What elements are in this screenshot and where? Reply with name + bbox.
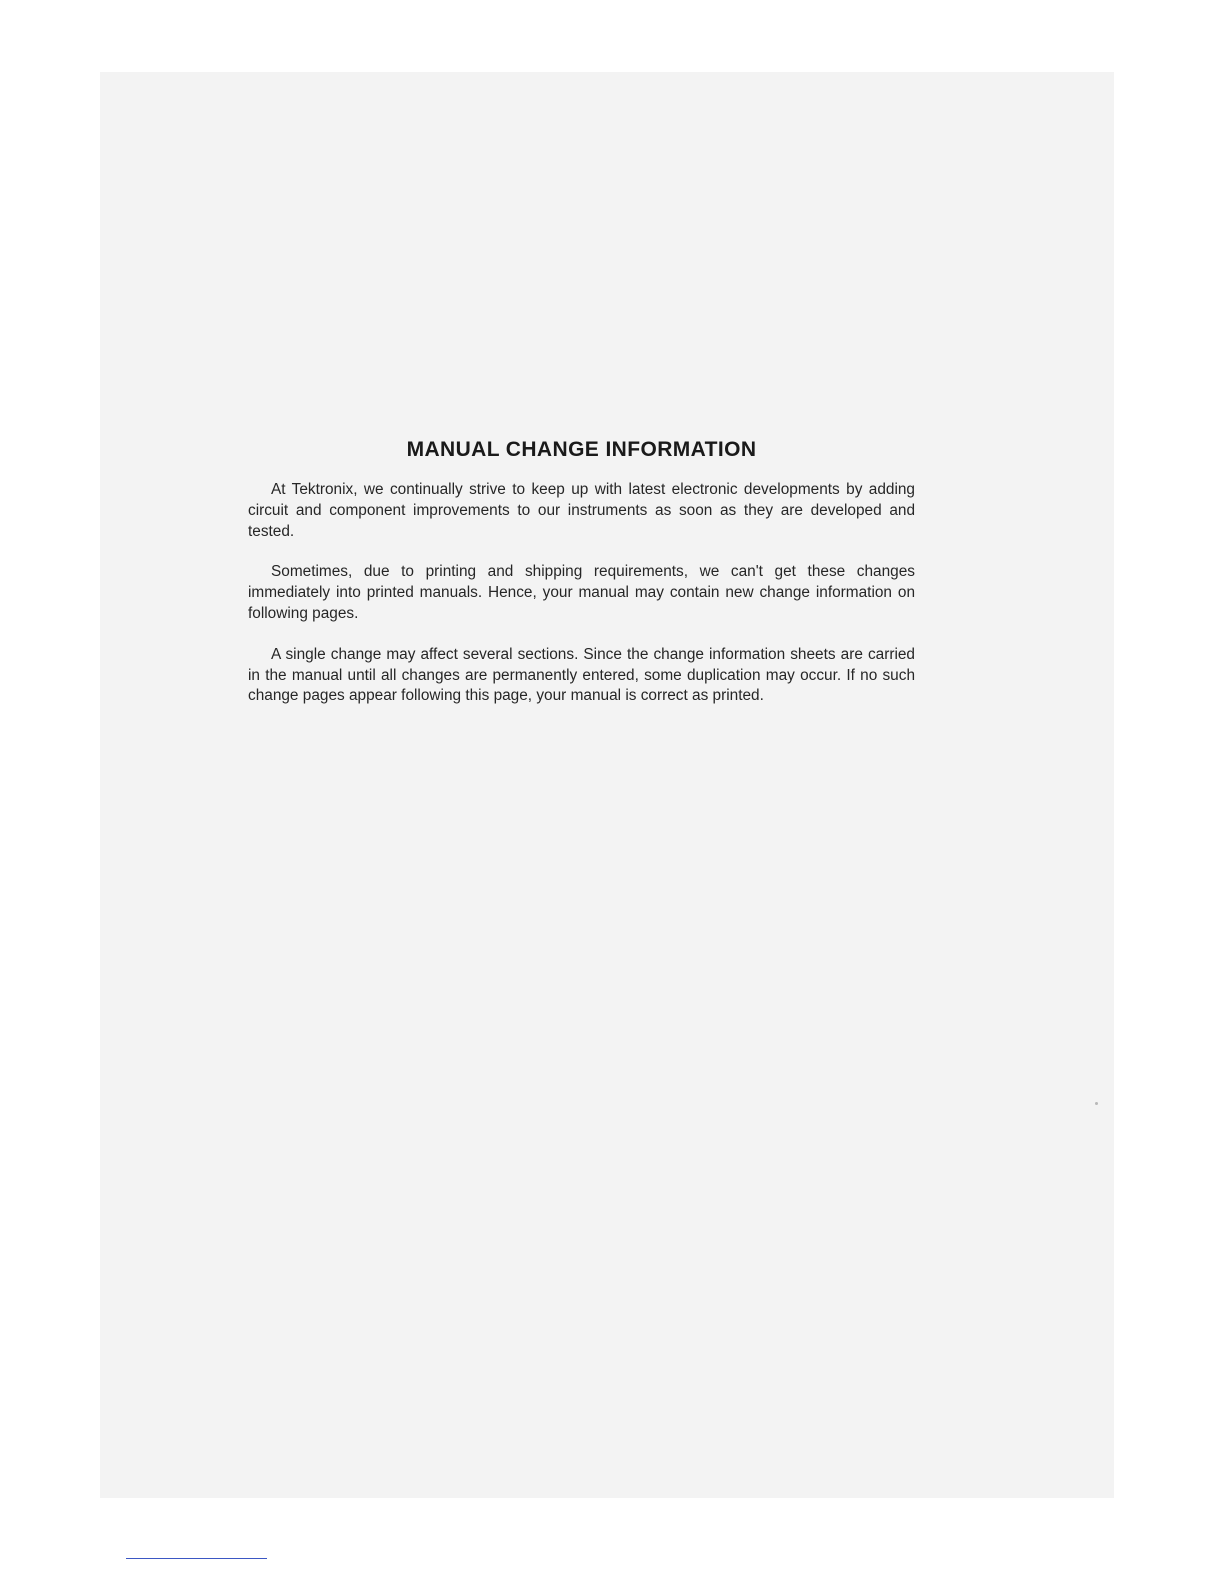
page-sheet — [100, 72, 1114, 1498]
paragraph-developments: At Tektronix, we continually strive to keep up with latest electronic developments by adding circuit and component improvements to our instruments as soon as they are developed and tested. — [248, 481, 915, 540]
manual-change-notice — [248, 438, 915, 727]
paragraph-duplication: A single change may affect several sections. Since the change information sheets are carried in the manual until all changes are permanently entered, some duplication may occur. If no such change pages appear following this page, your manual is correct as printed. — [248, 645, 915, 705]
paragraph-printing-delays: Sometimes, due to printing and shipping requirements, we can't get these changes immediately into printed manuals. Hence, your manual may contain new change information on following pages. — [248, 563, 915, 622]
footer-rule — [126, 1558, 267, 1559]
paper-speck — [1095, 1102, 1098, 1105]
page-title: MANUAL CHANGE INFORMATION — [406, 438, 757, 461]
